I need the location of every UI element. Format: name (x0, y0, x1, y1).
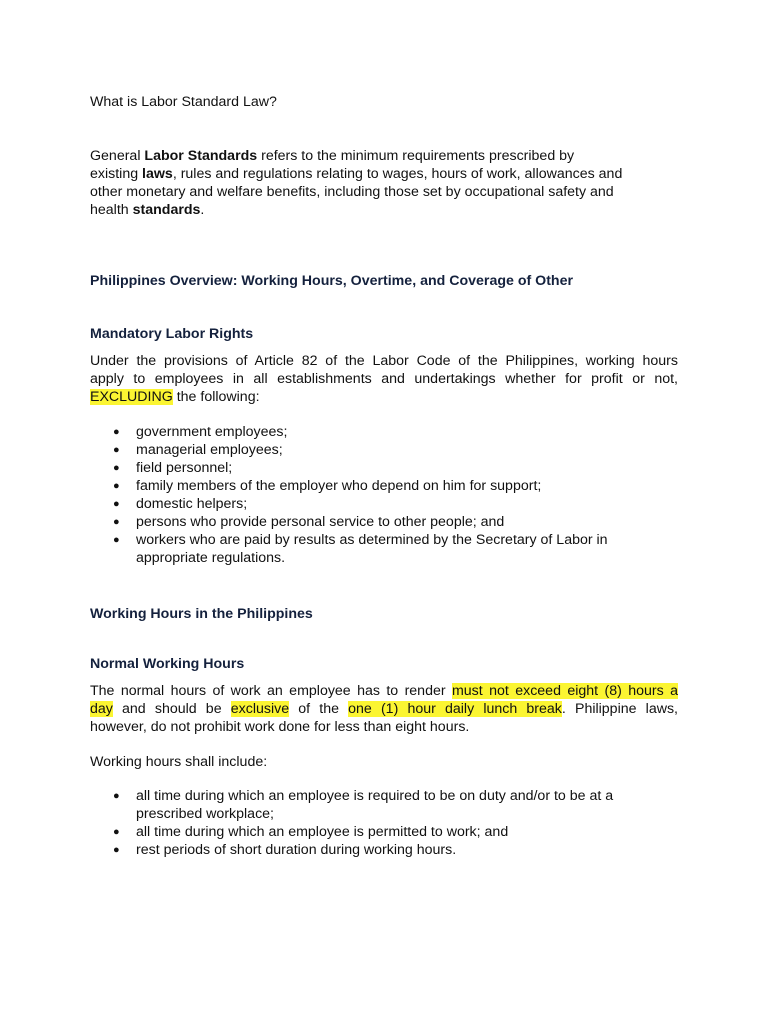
bullet-icon: ● (113, 498, 120, 510)
included-list (90, 787, 678, 859)
bullet-icon: ● (113, 826, 120, 838)
list-item: ● all time during which an employee is permitted to work; and (113, 824, 509, 840)
excluded-list (90, 423, 678, 567)
bullet-icon: ● (113, 444, 120, 456)
normal-line-2: day and should be exclusive of the one (1) hour daily lunch break. Philippine laws, (90, 701, 678, 717)
heading-working-hours: Working Hours in the Philippines (90, 606, 313, 622)
intro-line-1: General Labor Standards refers to the minimum requirements prescribed by (90, 148, 575, 164)
intro-line-2: existing laws, rules and regulations relating to wages, hours of work, allowances and (90, 166, 623, 182)
list-item: ● domestic helpers; (113, 496, 248, 512)
intro-line-3: other monetary and welfare benefits, including those set by occupational safety and (90, 184, 614, 200)
heading-mandatory-labor-rights: Mandatory Labor Rights (90, 326, 254, 342)
list-item: ● managerial employees; (113, 442, 283, 458)
highlight-lunch-break: one (1) hour daily lunch break (348, 701, 562, 717)
heading-overview: Philippines Overview: Working Hours, Overtime, and Coverage of Other (90, 273, 574, 289)
provisions-line-1: Under the provisions of Article 82 of the Labor Code of the Philippines, working hours (90, 353, 678, 369)
bullet-icon: ● (113, 534, 120, 546)
bullet-icon: ● (113, 844, 120, 856)
provisions-paragraph (90, 352, 678, 406)
provisions-line-2: apply to employees in all establishments and undertakings whether for profit or not, (90, 371, 678, 387)
intro-paragraph (90, 147, 678, 219)
shall-include-text: Working hours shall include: (90, 754, 268, 770)
bullet-icon: ● (113, 426, 120, 438)
list-item: ● rest periods of short duration during working hours. (113, 842, 457, 858)
document-title: What is Labor Standard Law? (90, 94, 277, 110)
intro-line-4: health standards. (90, 202, 205, 218)
highlight-exclusive: exclusive (230, 701, 290, 717)
bullet-icon: ● (113, 790, 120, 802)
provisions-line-3: EXCLUDING the following: (90, 389, 260, 405)
list-item: ● persons who provide personal service to other people; and (113, 514, 505, 530)
list-item: ● all time during which an employee is required to be on duty and/or to be at a prescribed workplace; (113, 788, 614, 822)
highlight-eight-hours: must not exceed eight (8) hours a (451, 683, 678, 699)
list-item: ● family members of the employer who depend on him for support; (113, 478, 542, 494)
heading-normal-working-hours: Normal Working Hours (90, 656, 245, 672)
highlight-day: day (90, 701, 113, 717)
list-item: ● workers who are paid by results as determined by the Secretary of Labor in appropriate regulations. (113, 532, 608, 566)
list-item: ● field personnel; (113, 460, 233, 476)
normal-line-3: however, do not prohibit work done for less than eight hours. (90, 719, 470, 735)
bullet-icon: ● (113, 480, 120, 492)
bullet-icon: ● (113, 516, 120, 528)
list-item: ● government employees; (113, 424, 288, 440)
normal-hours-paragraph (90, 682, 678, 736)
normal-line-1: The normal hours of work an employee has to render must not exceed eight (8) hours a (90, 683, 678, 699)
bullet-icon: ● (113, 462, 120, 474)
highlight-excluding: EXCLUDING (90, 389, 173, 405)
